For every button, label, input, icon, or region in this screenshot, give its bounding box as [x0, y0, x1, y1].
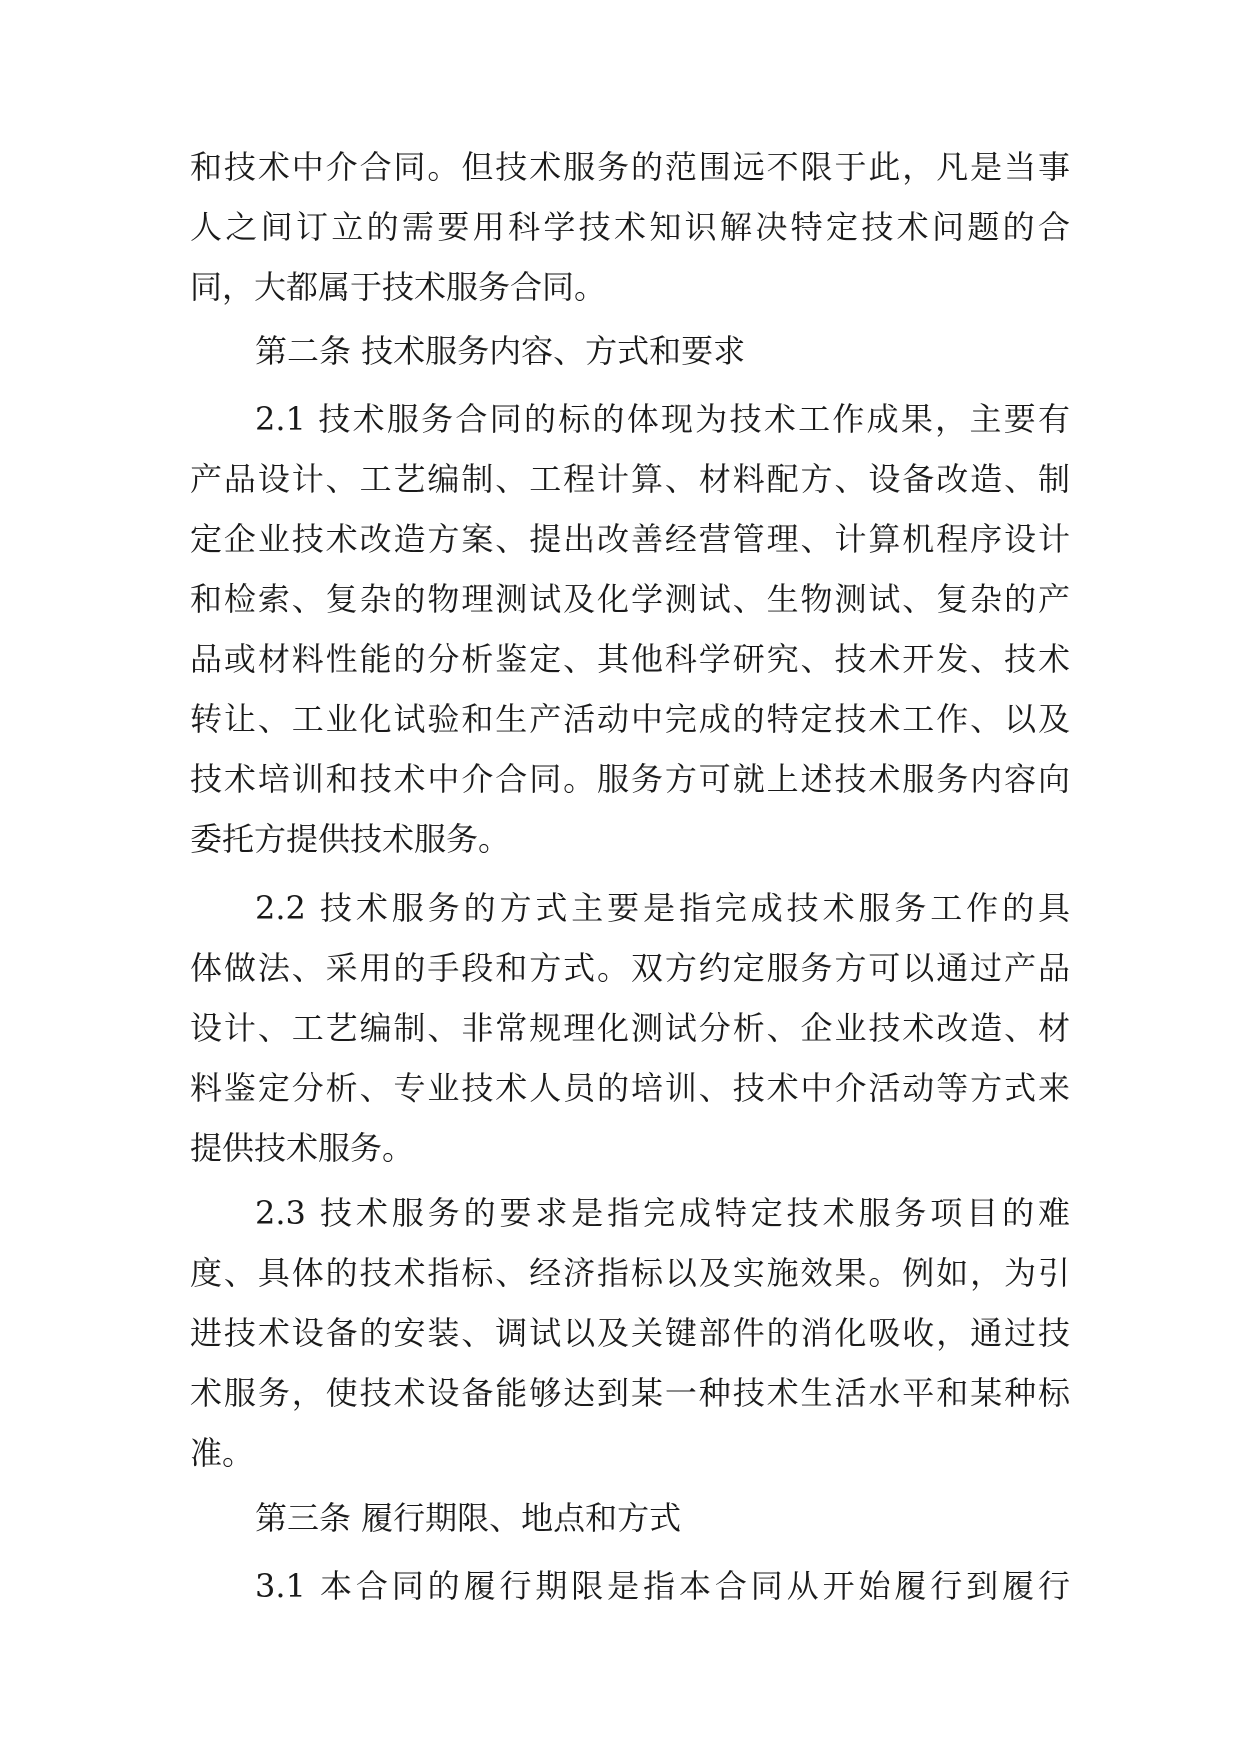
- article-heading: 第二条 技术服务内容、方式和要求: [255, 332, 746, 370]
- text-line: 人之间订立的需要用科学技术知识解决特定技术问题的合: [190, 208, 1070, 246]
- article-heading: 第三条 履行期限、地点和方式: [255, 1499, 682, 1537]
- text-line: 委托方提供技术服务。: [190, 820, 511, 858]
- text-line: 2.2 技术服务的方式主要是指完成技术服务工作的具: [255, 889, 1070, 927]
- text-line: 3.1 本合同的履行期限是指本合同从开始履行到履行: [255, 1567, 1070, 1605]
- text-line: 提供技术服务。: [190, 1129, 415, 1167]
- text-line: 度、具体的技术指标、经济指标以及实施效果。例如，为引: [190, 1254, 1070, 1292]
- text-line: 品或材料性能的分析鉴定、其他科学研究、技术开发、技术: [190, 640, 1070, 678]
- text-line: 2.1 技术服务合同的标的体现为技术工作成果，主要有: [255, 400, 1070, 438]
- text-line: 同，大都属于技术服务合同。: [190, 268, 607, 306]
- text-line: 术服务，使技术设备能够达到某一种技术生活水平和某种标: [190, 1374, 1070, 1412]
- text-line: 和检索、复杂的物理测试及化学测试、生物测试、复杂的产: [190, 580, 1070, 618]
- text-line: 定企业技术改造方案、提出改善经营管理、计算机程序设计: [190, 520, 1070, 558]
- text-line: 2.3 技术服务的要求是指完成特定技术服务项目的难: [255, 1194, 1070, 1232]
- text-line: 设计、工艺编制、非常规理化测试分析、企业技术改造、材: [190, 1009, 1070, 1047]
- text-line: 技术培训和技术中介合同。服务方可就上述技术服务内容向: [190, 760, 1070, 798]
- text-line: 体做法、采用的手段和方式。双方约定服务方可以通过产品: [190, 949, 1070, 987]
- text-line: 和技术中介合同。但技术服务的范围远不限于此，凡是当事: [190, 148, 1070, 186]
- text-line: 料鉴定分析、专业技术人员的培训、技术中介活动等方式来: [190, 1069, 1070, 1107]
- text-line: 进技术设备的安装、调试以及关键部件的消化吸收，通过技: [190, 1314, 1070, 1352]
- text-line: 转让、工业化试验和生产活动中完成的特定技术工作、以及: [190, 700, 1070, 738]
- text-line: 准。: [190, 1434, 255, 1472]
- text-line: 产品设计、工艺编制、工程计算、材料配方、设备改造、制: [190, 460, 1070, 498]
